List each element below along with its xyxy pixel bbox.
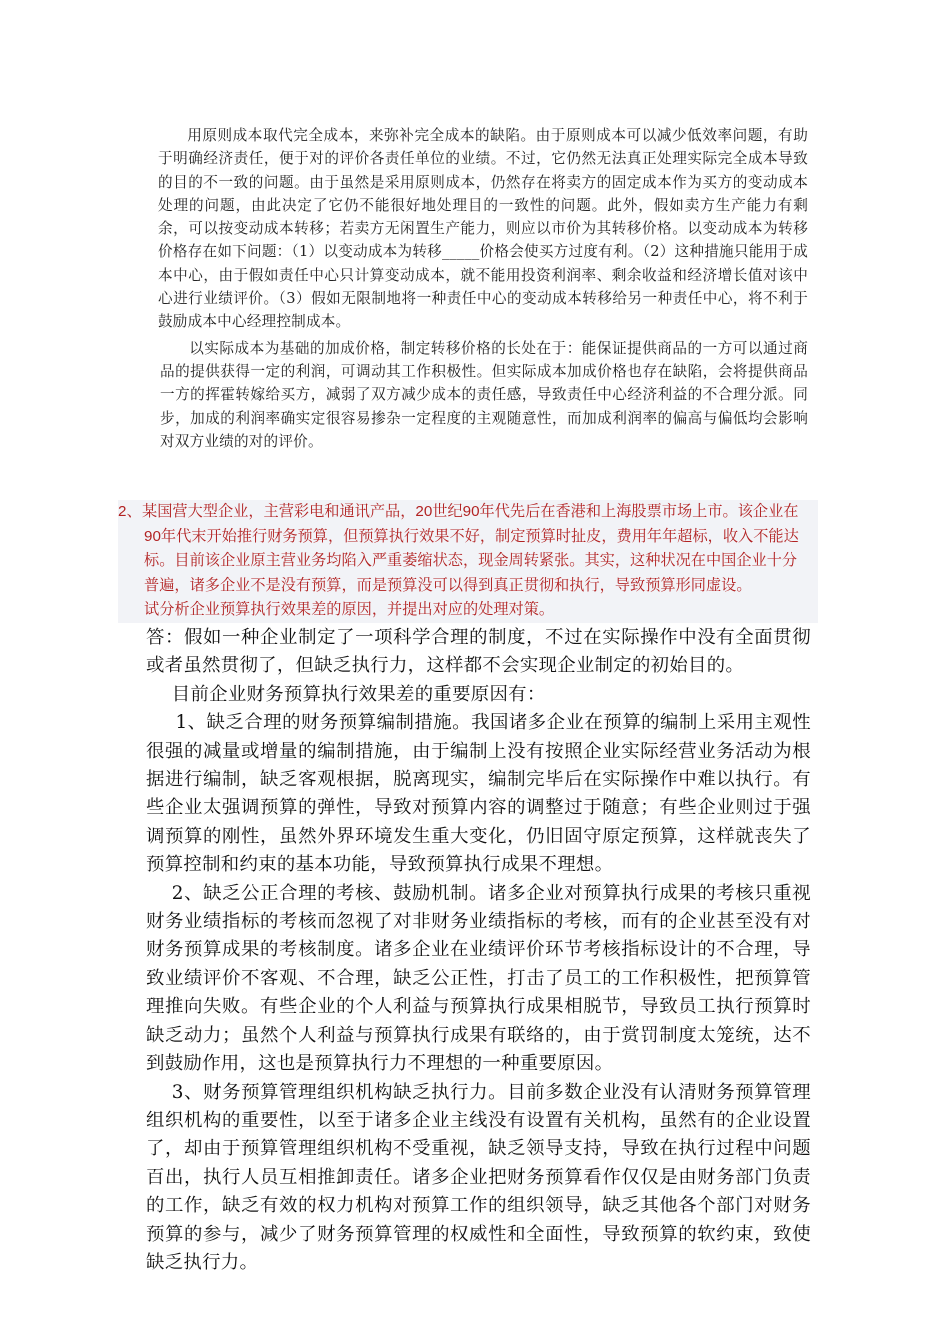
paragraph-standard-cost: 用原则成本取代完全成本，来弥补完全成本的缺陷。由于原则成本可以减少低效率问题，有助于明确经济责任，便于对的评价各责任单位的业绩。不过，它仍然无法真正处理实际完全成本导致的目的不一致的问题。由于虽然是采用原则成本，仍然存在将卖方的固定成本作为买方的变动成本处理的问题，由此决定了它仍不能很好地处理目的一致性的问题。此外，假如卖方生产能力有剩余，可以按变动成本转移；若卖方无闲置生产能力，则应以市价为其转移价格。以变动成本为转移价格存在如下问题：（1）以变动成本为转移_____价格会使买方过度有利。（2）这种措施只能用于成本中心，由于假如责任中心只计算变动成本，就不能用投资利润率、剩余收益和经济增长值对该中心进行业绩评价。（3）假如无限制地将一种责任中心的变动成本转移给另一种责任中心，将不利于鼓励成本中心经理控制成本。	[158, 127, 808, 331]
transfer-pricing-section	[158, 124, 808, 453]
paragraph-cost-plus: 以实际成本为基础的加成价格，制定转移价格的长处在于：能保证提供商品的一方可以通过商品的提供获得一定的利润，可调动其工作积极性。但实际成本加成价格也存在缺陷，会将提供商品一方的挥霍转嫁给买方，减弱了双方减少成本的责任感，导致责任中心经济利益的不合理分派。同步，加成的利润率确实定很容易掺杂一定程度的主观随意性，而加成利润率的偏高与偏低均会影响对双方业绩的对的评价。	[160, 339, 808, 450]
question-block	[118, 500, 818, 623]
question-line: 90年代末开始推行财务预算，但预算执行效果不好，制定预算时扯皮，费用年年超标，收入不能达	[144, 527, 799, 545]
question-prompt: 试分析企业预算执行效果差的原因，并提出对应的处理对策。	[144, 601, 555, 618]
answer-block	[146, 624, 811, 1277]
answer-intro: 答：假如一种企业制定了一项科学合理的制度，不过在实际操作中没有全面贯彻或者虽然贯彻了，但缺乏执行力，这样都不会实现企业制定的初始目的。	[146, 627, 811, 677]
answer-reason-1: 1、缺乏合理的财务预算编制措施。我国诸多企业在预算的编制上采用主观性很强的减量或增量的编制措施，由于编制上没有按照企业实际经营业务活动为根据进行编制，缺乏客观根据，脱离现实，编制完毕后在实际操作中难以执行。有些企业太强调预算的弹性，导致对预算内容的调整过于随意；有些企业则过于强调预算的刚性，虽然外界环境发生重大变化，仍旧固守原定预算，这样就丧失了预算控制和约束的基本功能，导致预算执行成果不理想。	[146, 712, 811, 876]
answer-reason-2: 2、缺乏公正合理的考核、鼓励机制。诸多企业对预算执行成果的考核只重视财务业绩指标的考核而忽视了对非财务业绩指标的考核，而有的企业甚至没有对财务预算成果的考核制度。诸多企业在业绩评价环节考核指标设计的不合理，导致业绩评价不客观、不合理，缺乏公正性，打击了员工的工作积极性，把预算管理推向失败。有些企业的个人利益与预算执行成果相脱节，导致员工执行预算时缺乏动力；虽然个人利益与预算执行成果有联络的，由于赏罚制度太笼统，达不到鼓励作用，这也是预算执行力不理想的一种重要原因。	[146, 882, 811, 1075]
question-line: 2、某国营大型企业，主营彩电和通讯产品，20世纪90年代先后在香港和上海股票市场上市。该企业在	[118, 500, 818, 525]
question-line: 标。目前该企业原主营业务均陷入严重萎缩状态，现金周转紧张。其实，这种状况在中国企业十分	[144, 552, 798, 569]
answer-reason-3: 3、财务预算管理组织机构缺乏执行力。目前多数企业没有认清财务预算管理组织机构的重要性，以至于诸多企业主线没有设置有关机构，虽然有的企业设置了，却由于预算管理组织机构不受重视，缺乏领导支持，导致在执行过程中问题百出，执行人员互相推卸责任。诸多企业把财务预算看作仅仅是由财务部门负责的工作，缺乏有效的权力机构对预算工作的组织领导，缺乏其他各个部门对财务预算的参与，减少了财务预算管理的权威性和全面性，导致预算的软约束，致使缺乏执行力。	[146, 1081, 811, 1273]
answer-lead: 目前企业财务预算执行效果差的重要原因有：	[171, 683, 546, 705]
question-number: 2、	[118, 503, 142, 520]
question-line: 普遍，诸多企业不是没有预算，而是预算没可以得到真正贯彻和执行，导致预算形同虚设。	[144, 576, 752, 594]
